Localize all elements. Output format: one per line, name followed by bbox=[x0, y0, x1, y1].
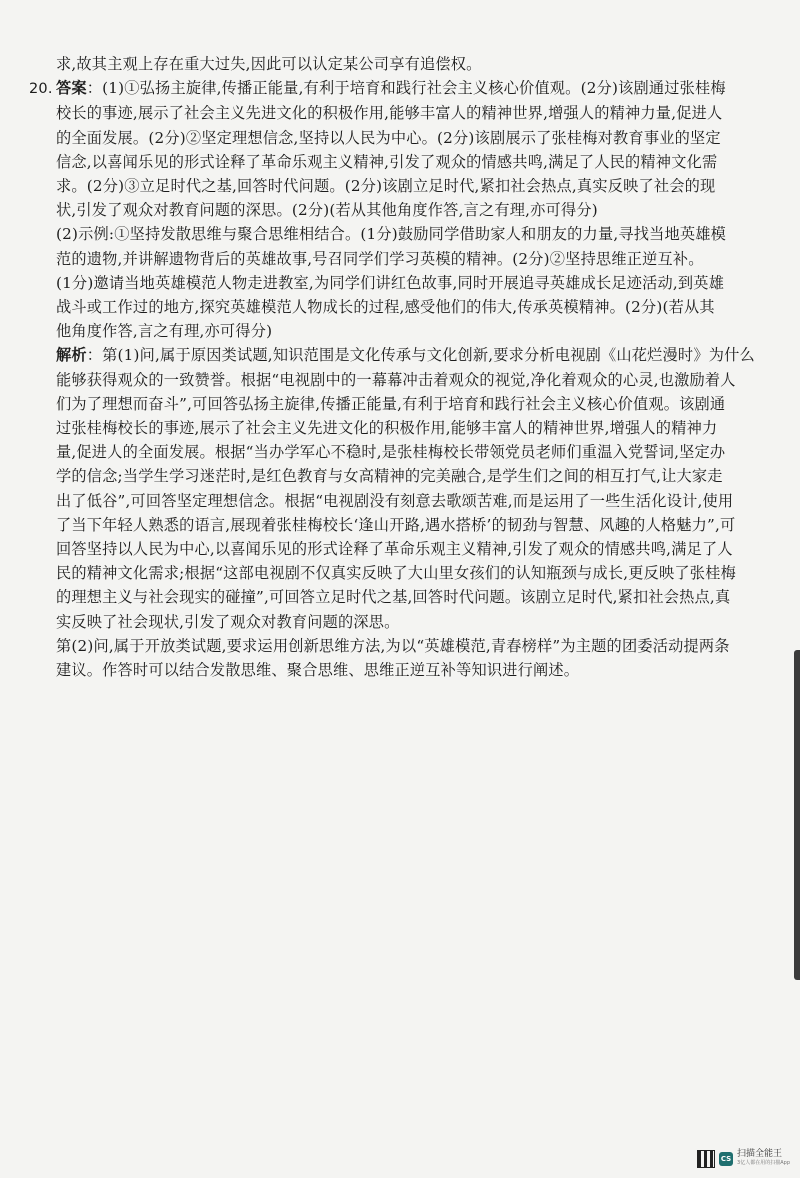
text-line: 了当下年轻人熟悉的语言,展现着张桂梅校长‘逢山开路,遇水搭桥’的韧劲与智慧、风趣的人格魅力”,可 bbox=[56, 515, 736, 534]
text-line: 能够获得观众的一致赞誉。根据“电视剧中的一幕幕冲击着观众的视觉,净化着观众的心灵,也激励着人 bbox=[56, 370, 736, 389]
text-line: 他角度作答,言之有理,亦可得分) bbox=[56, 322, 273, 341]
text-line: 第(2)问,属于开放类试题,要求运用创新思维方法,为以“英雄模范,青春榜样”为主题的团委活动提两条 bbox=[56, 636, 730, 655]
text-line: 实反映了社会现状,引发了观众对教育问题的深思。 bbox=[56, 612, 400, 631]
text-line: 状,引发了观众对教育问题的深思。(2分)(若从其他角度作答,言之有理,亦可得分) bbox=[56, 201, 598, 220]
watermark-subtitle: 3亿人都在用的扫描App bbox=[737, 1160, 790, 1166]
text-line: 过张桂梅校长的事迹,展示了社会主义先进文化的积极作用,能够丰富人的精神世界,增强人的精神力 bbox=[56, 419, 718, 438]
answer-label: 答案 bbox=[56, 79, 87, 98]
text-line: 信念,以喜闻乐见的形式诠释了革命乐观主义精神,引发了观众的情感共鸣,满足了人民的精神文化需 bbox=[56, 152, 718, 171]
scrollbar-thumb[interactable] bbox=[794, 650, 800, 980]
question-number: 20. bbox=[29, 81, 53, 98]
text-line: 建议。作答时可以结合发散思维、聚合思维、思维正逆互补等知识进行阐述。 bbox=[56, 661, 580, 680]
text-line: 学的信念;当学生学习迷茫时,是红色教育与女高精神的完美融合,是学生们之间的相互打气,让大家走 bbox=[56, 467, 723, 486]
answer-line bbox=[29, 76, 780, 101]
text-line: 校长的事迹,展示了社会主义先进文化的积极作用,能够丰富人的精神世界,增强人的精神力量,促进人 bbox=[56, 104, 723, 123]
cs-badge-icon: CS bbox=[719, 1152, 733, 1166]
answer-text-block bbox=[29, 52, 780, 682]
text-line: (1分)邀请当地英雄模范人物走进教室,为同学们讲红色故事,同时开展追寻英雄成长足迹活动,到英雄 bbox=[56, 273, 725, 292]
text-line: 量,促进人的全面发展。根据“当办学军心不稳时,是张桂梅校长带领党员老师们重温入党誓词,坚定办 bbox=[56, 443, 726, 462]
text-line: 求。(2分)③立足时代之基,回答时代问题。(2分)该剧立足时代,紧扣社会热点,真实反映了社会的现 bbox=[56, 177, 716, 196]
text-line: 出了低谷”,可回答坚定理想信念。根据“电视剧没有刻意去歌颂苦难,而是运用了一些生活化设计,使用 bbox=[56, 491, 734, 510]
analysis-label: 解析 bbox=[56, 346, 87, 365]
text-line: 回答坚持以人民为中心,以喜闻乐见的形式诠释了革命乐观主义精神,引发了观众的情感共鸣,满足了人 bbox=[56, 540, 733, 559]
scanner-watermark bbox=[697, 1150, 790, 1168]
text-line: 求,故其主观上存在重大过失,因此可以认定某公司享有追偿权。 bbox=[56, 55, 482, 73]
watermark-text bbox=[737, 1150, 790, 1168]
text-line: 们为了理想而奋斗”,可回答弘扬主旋律,传播正能量,有利于培育和践行社会主义核心价值观。该剧通 bbox=[56, 394, 726, 413]
text-line: ：第(1)问,属于原因类试题,知识范围是文化传承与文化创新,要求分析电视剧《山花烂漫时》为什么 bbox=[86, 346, 755, 365]
analysis-line bbox=[56, 343, 780, 367]
text-line: ：(1)①弘扬主旋律,传播正能量,有利于培育和践行社会主义核心价值观。(2分)该剧通过张桂梅 bbox=[86, 79, 726, 98]
watermark-title: 扫描全能王 bbox=[737, 1149, 783, 1159]
text-line: 范的遗物,并讲解遗物背后的英雄故事,号召同学们学习英模的精神。(2分)②坚持思维正逆互补。 bbox=[56, 249, 704, 268]
text-line: 战斗或工作过的地方,探究英雄模范人物成长的过程,感受他们的伟大,传承英模精神。(2分)(若从其 bbox=[56, 298, 715, 317]
qr-code-icon bbox=[697, 1150, 715, 1168]
text-line: (2)示例:①坚持发散思维与聚合思维相结合。(1分)鼓励同学借助家人和朋友的力量,寻找当地英雄模 bbox=[56, 225, 727, 244]
text-line: 的全面发展。(2分)②坚定理想信念,坚持以人民为中心。(2分)该剧展示了张桂梅对教育事业的坚定 bbox=[56, 128, 721, 147]
text-line: 的理想主义与社会现实的碰撞”,可回答立足时代之基,回答时代问题。该剧立足时代,紧扣社会热点,真 bbox=[56, 588, 731, 607]
text-line: 民的精神文化需求;根据“这部电视剧不仅真实反映了大山里女孩们的认知瓶颈与成长,更反映了张桂梅 bbox=[56, 564, 736, 583]
